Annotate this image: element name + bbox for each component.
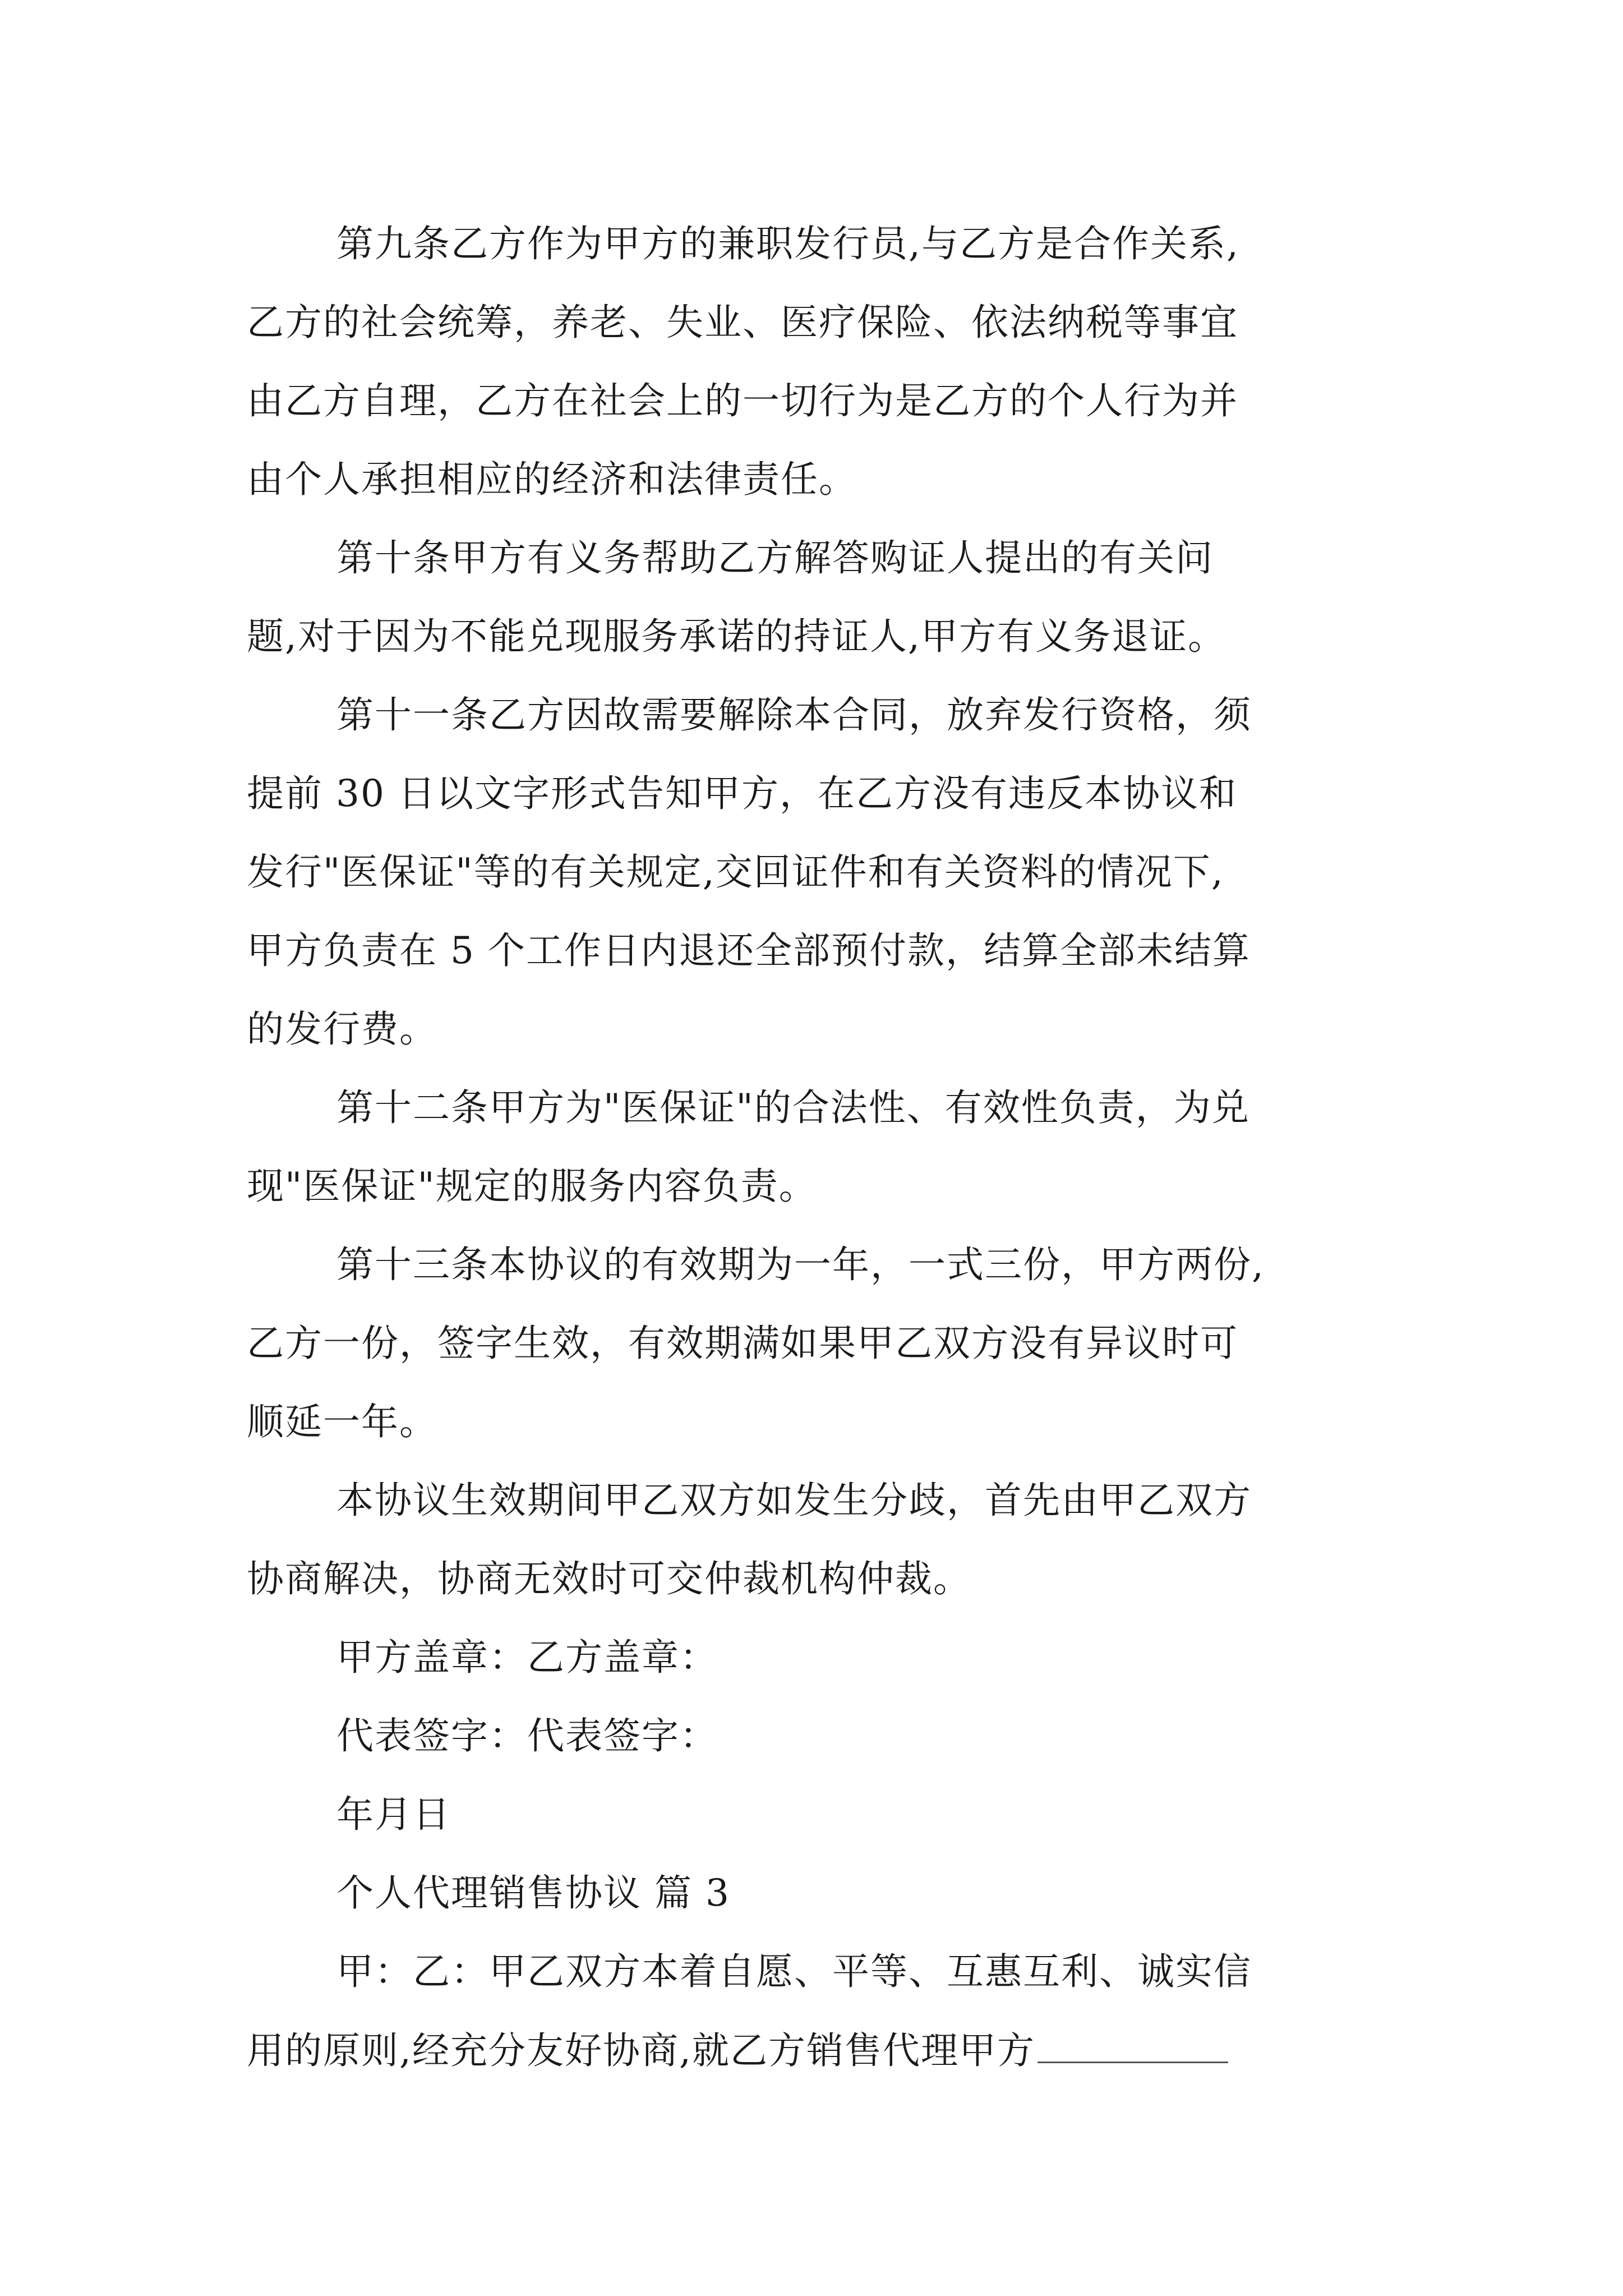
paragraph-line: 第十二条甲方为"医保证"的合法性、有效性负责，为兑 (336, 1086, 1250, 1129)
paragraph-line: 提前 30 日以文字形式告知甲方，在乙方没有违反本协议和 (247, 772, 1237, 815)
paragraph-line: 第十一条乙方因故需要解除本合同，放弃发行资格，须 (336, 693, 1252, 737)
paragraph-line: 由乙方自理，乙方在社会上的一切行为是乙方的个人行为并 (247, 379, 1238, 422)
paragraph-line: 发行"医保证"等的有关规定,交回证件和有关资料的情况下, (247, 850, 1224, 894)
fill-in-blank (1038, 2028, 1228, 2063)
paragraph-line: 乙方一份，签字生效，有效期满如果甲乙双方没有异议时可 (247, 1322, 1238, 1365)
paragraph-line: 甲方负责在 5 个工作日内退还全部预付款，结算全部未结算 (247, 929, 1251, 972)
section-heading: 个人代理销售协议 篇 3 (336, 1871, 730, 1915)
paragraph-line: 协商解决，协商无效时可交仲裁机构仲裁。 (247, 1557, 971, 1600)
paragraph-line: 本协议生效期间甲乙双方如发生分歧，首先由甲乙双方 (336, 1479, 1252, 1522)
paragraph-line: 顺延一年。 (247, 1400, 437, 1443)
paragraph-line: 的发行费。 (247, 1007, 437, 1051)
paragraph-line: 题,对于因为不能兑现服务承诺的持证人,甲方有义务退证。 (247, 615, 1226, 658)
paragraph-line: 第十三条本协议的有效期为一年，一式三份，甲方两份, (336, 1243, 1265, 1286)
paragraph-line-text: 用的原则,经充分友好协商,就乙方销售代理甲方 (247, 2029, 1035, 2072)
seal-line: 甲方盖章：乙方盖章： (336, 1636, 718, 1679)
paragraph-line: 第九条乙方作为甲方的兼职发行员,与乙方是合作关系, (336, 222, 1239, 265)
paragraph-line-with-blank (247, 2028, 1228, 2073)
date-line: 年月日 (336, 1793, 451, 1836)
paragraph-line: 现"医保证"规定的服务内容负责。 (247, 1165, 817, 1208)
paragraph-line: 第十条甲方有义务帮助乙方解答购证人提出的有关问 (336, 536, 1214, 579)
paragraph-line: 乙方的社会统筹，养老、失业、医疗保险、依法纳税等事宜 (247, 301, 1238, 344)
paragraph-line: 由个人承担相应的经济和法律责任。 (247, 458, 857, 501)
paragraph-line: 甲：乙：甲乙双方本着自愿、平等、互惠互利、诚实信 (336, 1950, 1252, 1993)
signature-line: 代表签字：代表签字： (336, 1714, 718, 1757)
